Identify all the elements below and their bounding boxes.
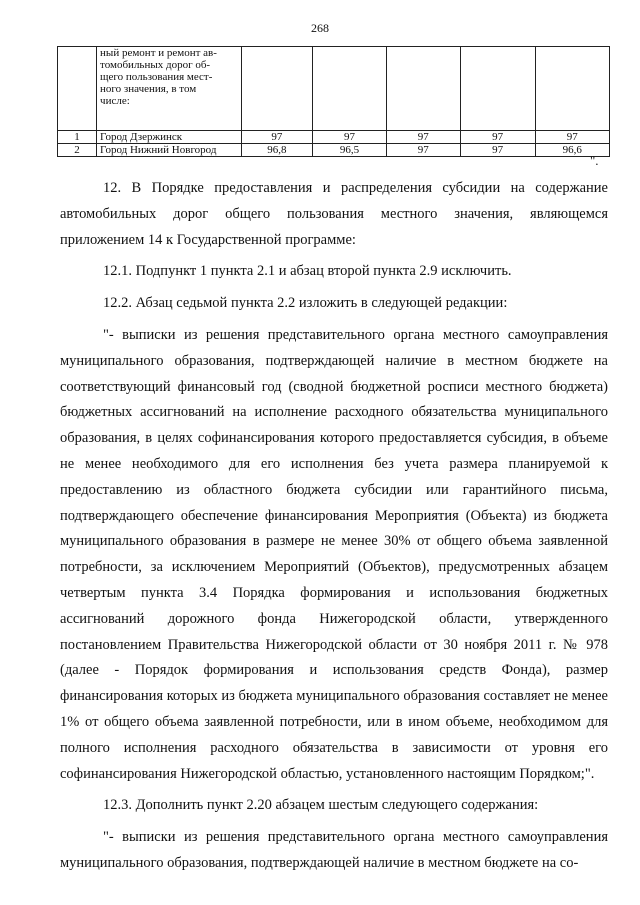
table-cell-number: 2 (58, 144, 97, 157)
table-row-continuation (58, 47, 610, 131)
table-row (58, 144, 610, 157)
table-cell-number-empty (58, 47, 97, 131)
table-cell-name: Город Дзержинск (97, 131, 242, 144)
table-cell-empty (241, 47, 313, 131)
quoted-paragraph-1: "- выписки из решения представительного органа местного самоуправления муниципального образования, подтверждающей наличие в местном бюджете на соответствующий финансовый год (сводной бюджетной росписи местного бюджета) бюджетных ассигнований на исполнение расходного обязательства муниципального образования, в целях софинансирования которого предоставляется субсидия, в объеме не менее необходимого для его исполнения без учета размера планируемой к предоставлению из областного бюджета субсидии или гарантийного письма, подтверждающего обеспечение финансирования Мероприятия (Объекта) из бюджета муниципального образования в размере не менее 30% от общего объема заявленной потребности, за исключением Мероприятий (Объектов), предусмотренных абзацем четвертым пункта 3.4 Порядка формирования и использования бюджетных ассигнований дорожного фонда Нижегородской области, утвержденного постановлением Правительства Нижегородской области от 30 ноября 2011 г. № 978 (далее - Порядок формирования и использования средств Фонда), размер финансирования которых из бюджета муниципального образования составляет не менее 1% от общего объема заявленной потребности, или в ином объеме, необходимом для полного исполнения расходного обязательства в зависимости от уровня его софинансирования Нижегородской областью, установленного настоящим Порядком;". (60, 326, 608, 782)
continuation-line: ный ремонт и ремонт ав- (100, 47, 217, 59)
table-cell-empty (386, 47, 460, 131)
continuation-line: ного значения, в том (100, 83, 197, 95)
table-cell-number: 1 (58, 131, 97, 144)
table-cell-value: 97 (386, 131, 460, 144)
continuation-line: томобильных дорог об- (100, 59, 211, 71)
table-closing-quote: ". (590, 153, 599, 168)
table-cell-empty (313, 47, 387, 131)
targets-table-fragment (57, 46, 610, 157)
table-cell-empty (535, 47, 610, 131)
table-cell-value: 97 (313, 131, 387, 144)
table-cell-value: 97 (460, 144, 535, 157)
document-body (60, 176, 608, 877)
table-row (58, 131, 610, 144)
paragraph-12-1: 12.1. Подпункт 1 пункта 2.1 и абзац второй пункта 2.9 исключить. (103, 263, 512, 280)
table-cell-value: 97 (535, 131, 610, 144)
page-number: 268 (311, 21, 329, 35)
table-cell-value: 97 (241, 131, 313, 144)
table-cell-name-continuation (97, 47, 242, 131)
table-cell-value: 97 (460, 131, 535, 144)
paragraph-12-2: 12.2. Абзац седьмой пункта 2.2 изложить в следующей редакции: (103, 295, 508, 312)
table-cell-value: 96,6 (535, 144, 610, 157)
table-cell-value: 96,8 (241, 144, 313, 157)
table-cell-name: Город Нижний Новгород (97, 144, 242, 157)
table-cell-value: 96,5 (313, 144, 387, 157)
table-cell-empty (460, 47, 535, 131)
paragraph-12-3: 12.3. Дополнить пункт 2.20 абзацем шестым следующего содержания: (103, 797, 539, 814)
paragraph-12: 12. В Порядке предоставления и распределения субсидии на содержание автомобильных дорог общего пользования местного значения, являющемся приложением 14 к Государственной программе: (60, 180, 608, 248)
continuation-line: числе: (100, 95, 130, 107)
table-cell-value: 97 (386, 144, 460, 157)
quoted-paragraph-2: "- выписки из решения представительного органа местного самоуправления муниципального образования, подтверждающей наличие в местном бюджете на со- (60, 829, 608, 871)
continuation-line: щего пользования мест- (100, 71, 213, 83)
